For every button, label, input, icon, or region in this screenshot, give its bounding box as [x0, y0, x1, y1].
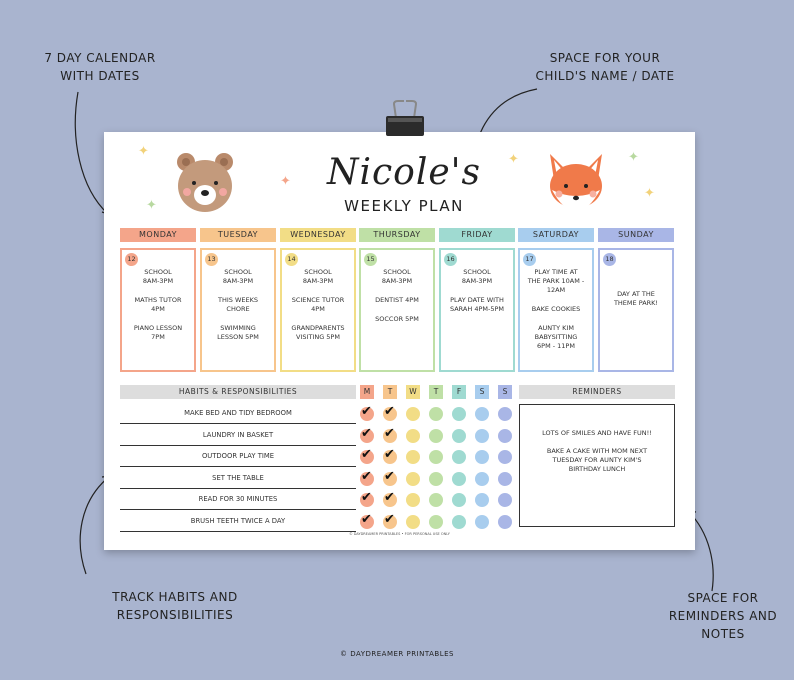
leaf-icon: ✦ [644, 186, 655, 201]
day-event: THIS WEEKS CHORE [218, 296, 258, 313]
day-header: WEDNESDAY [280, 228, 356, 242]
day-event: SCHOOL 8AM-3PM [381, 268, 413, 285]
date-badge: 18 [603, 253, 616, 266]
habit-checkbox[interactable] [498, 493, 512, 507]
habit-checkbox[interactable] [429, 407, 443, 421]
day-box [518, 248, 594, 372]
habit-checkbox[interactable] [498, 515, 512, 529]
day-column-thursday [359, 228, 435, 372]
check-icon: ✔ [361, 490, 372, 505]
sheet-footer: © DAYDREAMER PRINTABLES • FOR PERSONAL USE ONLY [349, 532, 450, 536]
day-event: SCHOOL 8AM-3PM [142, 268, 174, 285]
reminders-header: REMINDERS [519, 385, 675, 399]
day-event: GRANDPARENTS VISITING 5PM [291, 324, 345, 341]
check-icon: ✔ [384, 511, 395, 527]
day-event: SCHOOL 8AM-3PM [461, 268, 493, 285]
day-column-sunday [598, 228, 674, 372]
habit-checkbox[interactable] [452, 493, 466, 507]
check-icon: ✔ [361, 447, 372, 462]
weekday-letter: S [498, 385, 512, 399]
annotation-reminders: SPACE FOR REMINDERS AND NOTES [668, 591, 778, 641]
day-box [200, 248, 276, 372]
child-name-title: Nicole's [326, 152, 482, 193]
weekday-letter: W [406, 385, 420, 399]
habit-checkbox[interactable] [475, 472, 489, 486]
leaf-icon: ✦ [280, 174, 291, 189]
leaf-icon: ✦ [508, 152, 519, 167]
habit-checkbox[interactable] [452, 450, 466, 464]
weekday-letter: T [429, 385, 443, 399]
weekday-letter: S [475, 385, 489, 399]
binder-clip-icon [382, 100, 428, 138]
habit-checkbox[interactable] [429, 429, 443, 443]
habit-checkbox[interactable] [429, 493, 443, 507]
day-event: DAY AT THE THEME PARK! [613, 290, 659, 307]
leaf-icon: ✦ [628, 150, 639, 165]
weekday-letter: T [383, 385, 397, 399]
annotation-name-space: SPACE FOR YOUR CHILD'S NAME / DATE [535, 51, 675, 83]
habit-row: SET THE TABLE [120, 469, 356, 489]
check-icon: ✔ [384, 490, 395, 505]
day-event: MATHS TUTOR 4PM [134, 296, 182, 313]
weekday-letter: M [360, 385, 374, 399]
check-icon: ✔ [384, 404, 395, 419]
habit-checkbox[interactable] [498, 407, 512, 421]
day-column-monday [120, 228, 196, 372]
weekly-plan-subtitle: WEEKLY PLAN [344, 197, 464, 215]
day-event: SWIMMING LESSON 5PM [217, 324, 259, 341]
day-event: SCHOOL 8AM-3PM [302, 268, 334, 285]
habit-checkbox[interactable] [406, 472, 420, 486]
day-column-friday [439, 228, 515, 372]
reminders-box [519, 404, 675, 527]
weekly-plan-sheet [104, 132, 695, 550]
habit-row: OUTDOOR PLAY TIME [120, 447, 356, 467]
day-event: SCIENCE TUTOR 4PM [291, 296, 345, 313]
reminder-line: BAKE A CAKE WITH MOM NEXT TUESDAY FOR AUNTY KIM'S BIRTHDAY LUNCH [546, 447, 648, 473]
day-column-saturday [518, 228, 594, 372]
day-header: SATURDAY [518, 228, 594, 242]
habit-row: BRUSH TEETH TWICE A DAY [120, 512, 356, 532]
day-event: DENTIST 4PM [375, 296, 419, 304]
habit-checkbox[interactable] [429, 515, 443, 529]
date-badge: 14 [285, 253, 298, 266]
day-event: PIANO LESSON 7PM [133, 324, 183, 341]
weekday-letter: F [452, 385, 466, 399]
bear-icon [174, 150, 236, 214]
day-box [120, 248, 196, 372]
habit-checkbox[interactable] [429, 472, 443, 486]
day-box [439, 248, 515, 372]
annotation-calendar: 7 DAY CALENDAR WITH DATES [44, 51, 156, 83]
date-badge: 12 [125, 253, 138, 266]
habit-checkbox[interactable] [475, 493, 489, 507]
habit-checkbox[interactable] [406, 429, 420, 443]
check-icon: ✔ [384, 468, 395, 484]
annotation-habits: TRACK HABITS AND RESPONSIBILITIES [112, 590, 238, 622]
leaf-icon: ✦ [138, 144, 149, 159]
habit-checkbox[interactable] [452, 407, 466, 421]
habit-row: LAUNDRY IN BASKET [120, 426, 356, 446]
leaf-icon: ✦ [146, 198, 157, 213]
page-footer: © DAYDREAMER PRINTABLES [339, 650, 454, 658]
day-box [598, 248, 674, 372]
habit-checkbox[interactable] [475, 515, 489, 529]
habit-checkbox[interactable] [452, 472, 466, 486]
date-badge: 16 [444, 253, 457, 266]
day-event: PLAY TIME AT THE PARK 10AM - 12AM [527, 268, 585, 294]
habit-checkbox[interactable] [475, 450, 489, 464]
date-badge: 13 [205, 253, 218, 266]
habit-checkbox[interactable] [475, 407, 489, 421]
day-event: AUNTY KIM BABYSITTING 6PM - 11PM [534, 324, 578, 350]
check-icon: ✔ [384, 447, 395, 462]
habit-checkbox[interactable] [498, 472, 512, 486]
fox-icon [544, 152, 608, 214]
day-header: THURSDAY [359, 228, 435, 242]
day-box [359, 248, 435, 372]
habit-checkbox[interactable] [452, 515, 466, 529]
habit-checkbox[interactable] [498, 450, 512, 464]
day-event: BAKE COOKIES [531, 305, 581, 313]
habit-row: MAKE BED AND TIDY BEDROOM [120, 404, 356, 424]
day-column-tuesday [200, 228, 276, 372]
check-icon: ✔ [361, 425, 372, 441]
habit-checkbox[interactable] [498, 429, 512, 443]
day-event: PLAY DATE WITH SARAH 4PM-5PM [449, 296, 505, 313]
day-event: SCHOOL 8AM-3PM [222, 268, 254, 285]
reminder-line: LOTS OF SMILES AND HAVE FUN!! [542, 429, 652, 437]
habit-checkbox[interactable] [475, 429, 489, 443]
habits-header: HABITS & RESPONSIBILITIES [120, 385, 356, 399]
date-badge: 17 [523, 253, 536, 266]
habit-checkbox[interactable] [406, 515, 420, 529]
check-icon: ✔ [361, 404, 372, 419]
habit-checkbox[interactable] [406, 493, 420, 507]
day-column-wednesday [280, 228, 356, 372]
day-header: SUNDAY [598, 228, 674, 242]
habit-checkbox[interactable] [452, 429, 466, 443]
day-event: SOCCOR 5PM [375, 315, 419, 323]
habit-checkbox[interactable] [429, 450, 443, 464]
habit-checkbox[interactable] [406, 407, 420, 421]
check-icon: ✔ [384, 425, 395, 441]
habit-checkbox[interactable] [406, 450, 420, 464]
check-icon: ✔ [361, 468, 372, 484]
date-badge: 15 [364, 253, 377, 266]
day-header: TUESDAY [200, 228, 276, 242]
check-icon: ✔ [361, 511, 372, 527]
habit-row: READ FOR 30 MINUTES [120, 490, 356, 510]
day-header: FRIDAY [439, 228, 515, 242]
day-header: MONDAY [120, 228, 196, 242]
day-box [280, 248, 356, 372]
